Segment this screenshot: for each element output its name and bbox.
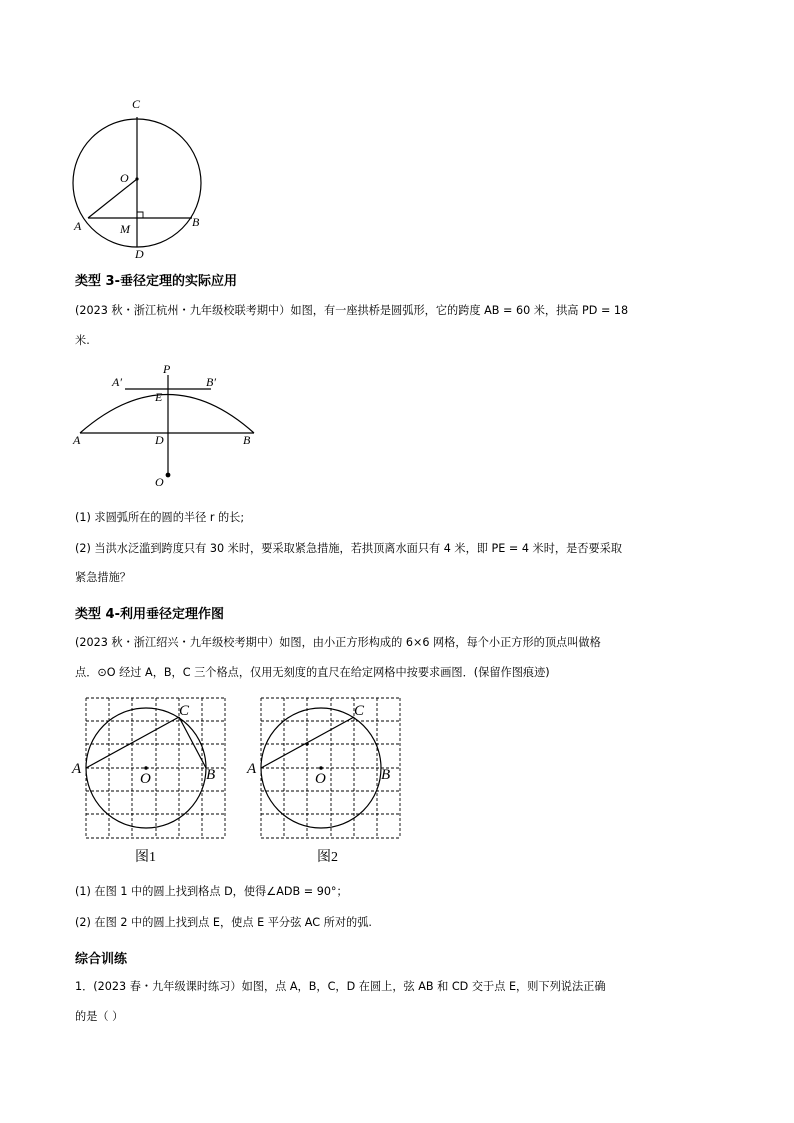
training-item-1-line-2: 的是（ ） (75, 1010, 124, 1023)
label-o: O (155, 475, 164, 489)
label-c: C (354, 703, 365, 719)
grid-point-dot (305, 742, 308, 745)
chord-ac-1 (86, 717, 179, 768)
label-b-prime: B′ (206, 375, 216, 389)
section-4-question-1: (1) 在图 1 中的圆上找到格点 D，使得∠ADB = 90°； (75, 885, 348, 898)
grid-figure-1 (70, 696, 235, 866)
label-a: A (247, 761, 257, 777)
label-b: B (206, 767, 216, 783)
figure-2-caption: 图2 (317, 850, 338, 865)
label-o: O (120, 171, 129, 185)
label-o: O (315, 771, 326, 787)
label-c: C (132, 97, 141, 111)
section-4-question-2: (2) 在图 2 中的圆上找到点 E，使点 E 平分弦 AC 所对的弧. (75, 916, 372, 929)
section-3-question-1: (1) 求圆弧所在的圆的半径 r 的长; (75, 511, 245, 524)
dashed-grid-2 (261, 698, 400, 838)
label-a-prime: A′ (112, 375, 122, 389)
label-b: B (381, 767, 391, 783)
label-a: A (73, 433, 81, 447)
section-4-heading: 类型 4-利用垂径定理作图 (75, 607, 224, 622)
section-3-problem-line-2: 米. (75, 334, 90, 347)
label-p: P (163, 362, 171, 376)
dashed-grid-1 (86, 698, 225, 838)
circle-diagram-1 (60, 95, 220, 265)
training-item-1-line-1: 1．(2023 春・九年级课时练习）如图，点 A，B，C，D 在圆上，弦 AB 和 CD 交于点 E，则下列说法正确 (75, 980, 606, 993)
label-b: B (192, 215, 200, 229)
center-dot (135, 177, 138, 180)
section-3-problem-line-1: (2023 秋・浙江杭州・九年级校联考期中）如图，有一座拱桥是圆弧形，它的跨度 AB = 60 米，拱高 PD = 18 (75, 304, 629, 317)
label-d: D (155, 433, 164, 447)
label-a: A (72, 761, 82, 777)
training-heading: 综合训练 (75, 952, 128, 967)
section-3-question-2-line-2: 紧急措施？ (75, 571, 131, 584)
section-3-question-2-line-1: (2) 当洪水泛滥到跨度只有 30 米时，要采取紧急措施，若拱顶离水面只有 4 米，即 PE = 4 米时，是否要采取 (75, 542, 623, 555)
label-a: A (74, 219, 82, 233)
section-4-problem-line-2: 点．⊙O 经过 A，B，C 三个格点，仅用无刻度的直尺在给定网格中按要求画图．(保留作图痕迹) (75, 666, 550, 679)
label-c: C (179, 703, 190, 719)
label-m: M (120, 222, 130, 236)
arch-arc (80, 395, 254, 434)
center-o-dot (166, 473, 171, 478)
center-dot-2 (319, 766, 323, 770)
section-3-heading: 类型 3-垂径定理的实际应用 (75, 274, 237, 289)
grid-figure-2 (245, 696, 410, 866)
label-e: E (155, 390, 163, 404)
section-4-problem-line-1: (2023 秋・浙江绍兴・九年级校考期中）如图，由小正方形构成的 6×6 网格，每个小正方形的顶点叫做格 (75, 636, 601, 649)
right-angle-mark (137, 212, 143, 218)
label-b: B (243, 433, 251, 447)
radius-oa (88, 179, 137, 218)
label-d: D (135, 247, 144, 261)
figure-1-caption: 图1 (135, 850, 156, 865)
label-o: O (140, 771, 151, 787)
center-dot-1 (144, 766, 148, 770)
arch-bridge-diagram (65, 362, 265, 490)
